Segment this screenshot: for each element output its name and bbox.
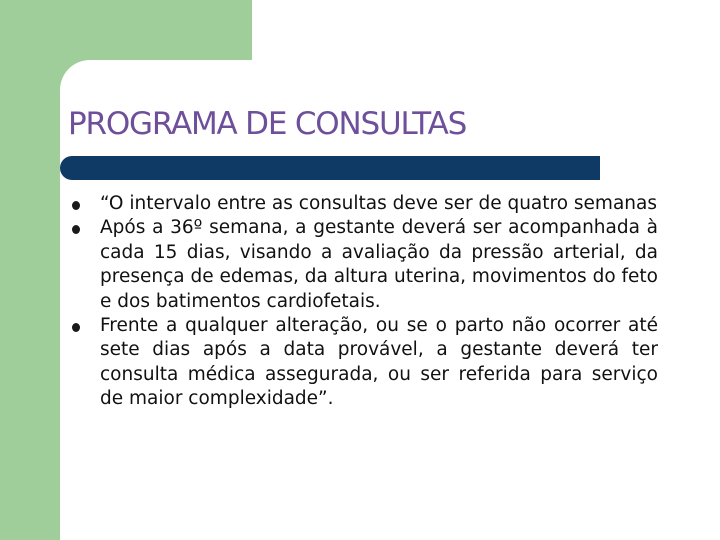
bullet-item-2 [72, 216, 658, 314]
bullet-text-2: Após a 36º semana, a gestante deverá ser acompanhada à cada 15 dias, visando a avaliação da pressão arterial, da presença de edemas, da altura uterina, movimentos do feto e dos batimentos cardiofetais. [100, 217, 658, 312]
bullet-dot-icon [72, 323, 80, 332]
bullet-dot-icon [72, 201, 80, 210]
bullet-text-1: “O intervalo entre as consultas deve ser de quatro semanas [100, 193, 657, 214]
bullet-dot-icon [72, 225, 80, 234]
title-underline-bar [60, 156, 600, 180]
bullet-text-3: Frente a qualquer alteração, ou se o parto não ocorrer até sete dias após a data provável, a gestante deverá ter consulta médica assegurada, ou ser referida para serviço de maior complexidade”. [100, 315, 658, 410]
bullet-list [72, 192, 658, 412]
slide-title: PROGRAMA DE CONSULTAS [68, 106, 467, 142]
bullet-item-1 [72, 192, 658, 216]
bullet-item-3 [72, 314, 658, 412]
